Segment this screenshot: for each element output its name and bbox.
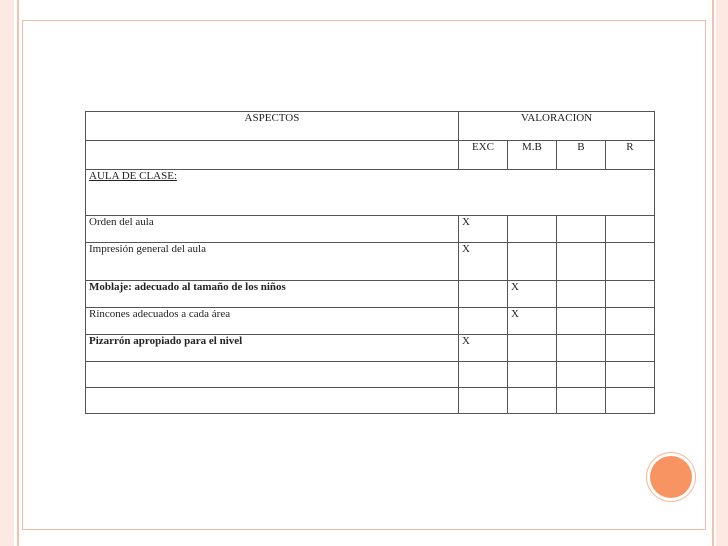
mark-cell [556,388,605,414]
mark-cell [458,388,507,414]
aspect-cell: Rincones adecuados a cada área [86,308,459,335]
col-header-exc: EXC [458,141,507,170]
slide-frame-right-line [712,0,714,546]
col-header-r: R [605,141,654,170]
table-row [86,388,655,414]
aspects-header: ASPECTOS [86,112,459,141]
table-row [86,335,655,362]
mark-cell [556,308,605,335]
mark-cell: X [507,281,556,308]
mark-cell [507,335,556,362]
col-header-mb: M.B [507,141,556,170]
table-row [86,216,655,243]
header-row [86,112,655,141]
section-row [86,170,655,216]
mark-cell [507,388,556,414]
evaluation-table [85,111,655,414]
slide-frame-left-line [17,0,19,546]
aspect-cell: Moblaje: adecuado al tamaño de los niños [86,281,459,308]
decorative-circle [650,456,692,498]
section-label: AULA DE CLASE: [86,170,655,216]
table-row [86,362,655,388]
table-row [86,243,655,281]
mark-cell [507,362,556,388]
mark-cell [458,308,507,335]
aspect-cell: Pizarrón apropiado para el nivel [86,335,459,362]
aspect-cell: Impresión general del aula [86,243,459,281]
slide-frame-left-band [0,0,14,546]
table-row [86,281,655,308]
mark-cell [458,362,507,388]
aspect-cell [86,362,459,388]
mark-cell [605,362,654,388]
mark-cell [605,281,654,308]
mark-cell [556,216,605,243]
col-header-b: B [556,141,605,170]
mark-cell: X [458,243,507,281]
mark-cell [507,216,556,243]
mark-cell [605,388,654,414]
mark-cell [605,308,654,335]
mark-cell [556,362,605,388]
mark-cell [556,243,605,281]
mark-cell: X [507,308,556,335]
aspect-cell: Orden del aula [86,216,459,243]
mark-cell [556,335,605,362]
table-row [86,308,655,335]
mark-cell [605,243,654,281]
aspect-cell [86,388,459,414]
mark-cell [556,281,605,308]
mark-cell [605,335,654,362]
aspects-header-blank [86,141,459,170]
slide-frame-right-band [716,0,728,546]
mark-cell [458,281,507,308]
mark-cell [507,243,556,281]
mark-cell: X [458,335,507,362]
mark-cell [605,216,654,243]
mark-cell: X [458,216,507,243]
valuation-header: VALORACION [458,112,654,141]
subheader-row [86,141,655,170]
